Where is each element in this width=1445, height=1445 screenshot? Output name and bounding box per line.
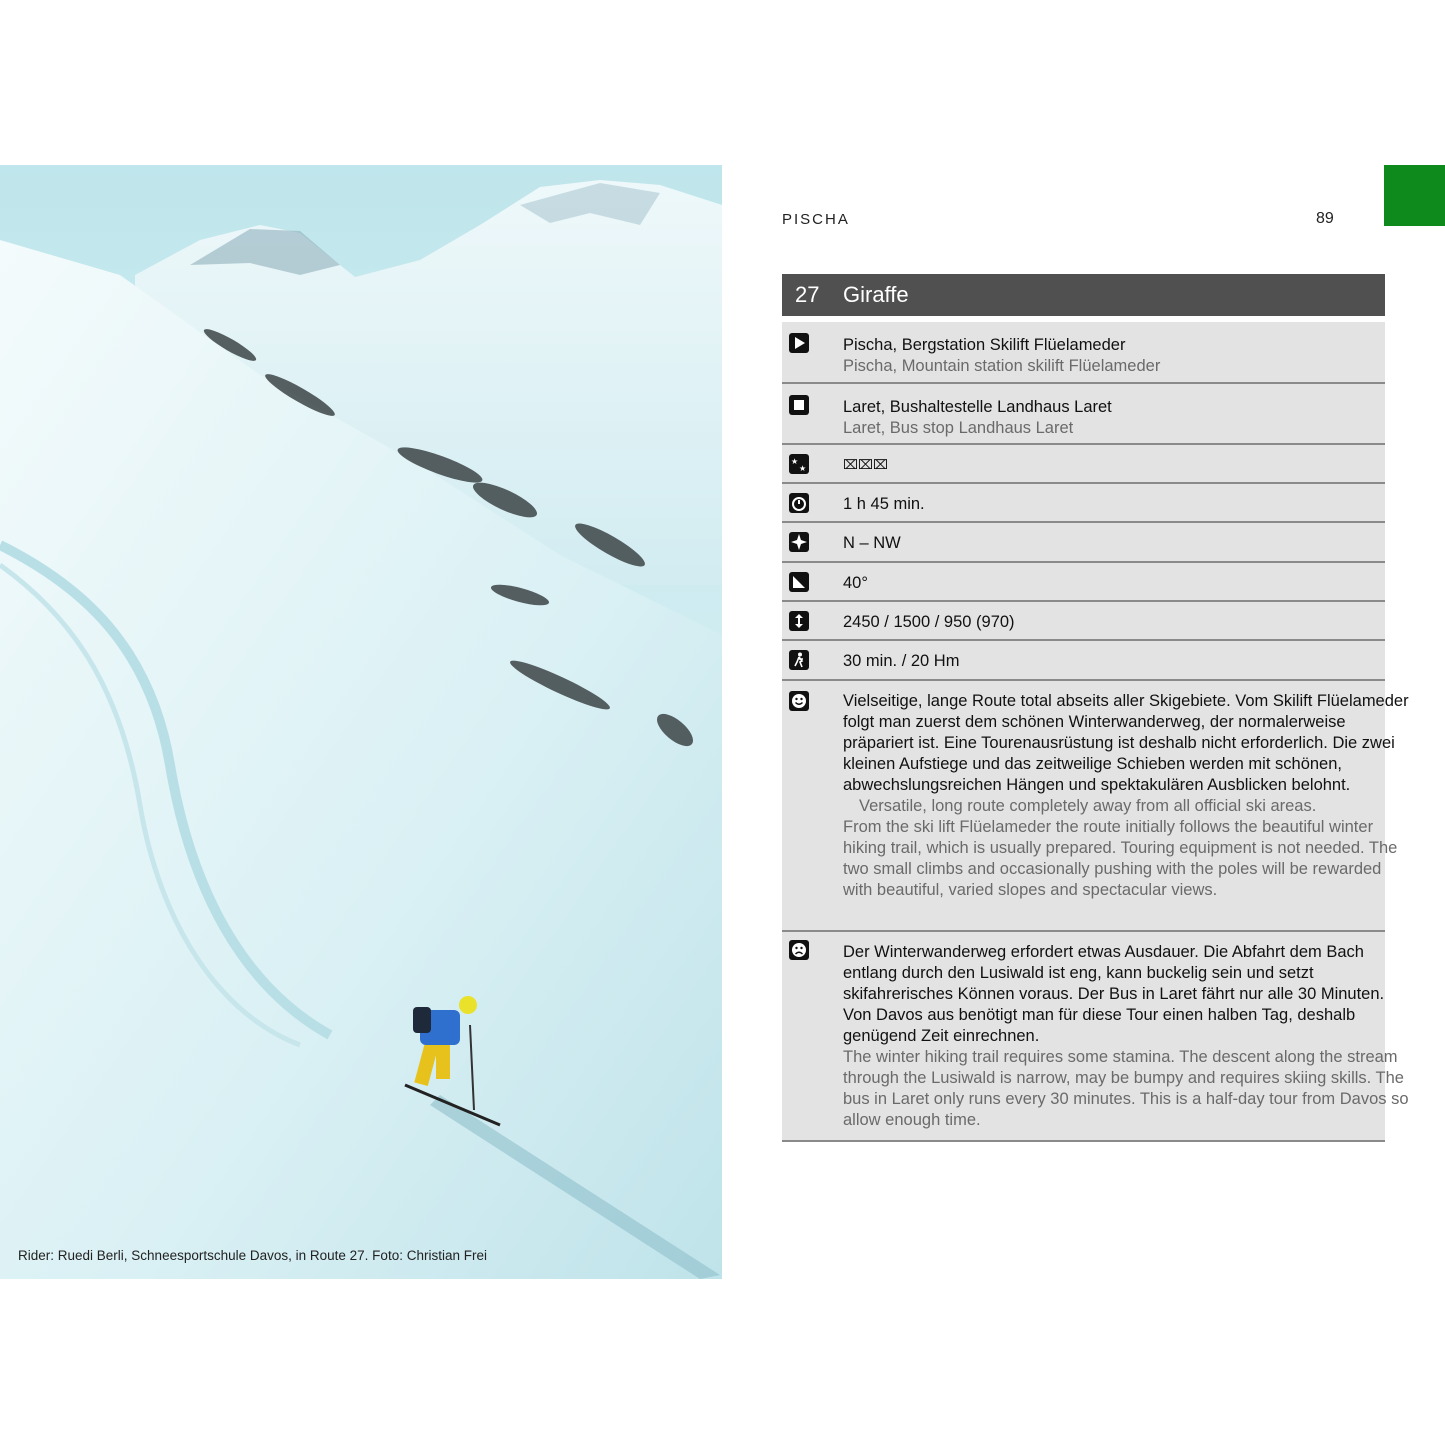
route-name: Giraffe (843, 282, 909, 307)
smiley-sad-icon (789, 940, 809, 960)
chapter-tab-marker (1384, 165, 1445, 226)
route-info-table (782, 322, 1409, 1142)
photo-caption: Rider: Ruedi Berli, Schneesportschule Davos, in Route 27. Foto: Christian Frei (18, 1248, 487, 1263)
svg-text:★: ★ (791, 457, 799, 466)
ascent-row (782, 641, 1385, 681)
altitude-icon (789, 611, 809, 631)
end-location-de: Laret, Bushaltestelle Landhaus Laret (843, 398, 1112, 416)
end-row (782, 384, 1385, 445)
slope-icon (789, 572, 809, 592)
start-row (782, 322, 1385, 384)
slope-value: 40° (843, 574, 868, 592)
cons-row (782, 932, 1409, 1142)
duration-value: 1 h 45 min. (843, 495, 925, 513)
cons-text-en: The winter hiking trail requires some stamina. The descent along the stream through the Lusiwald is narrow, may be bumpy and requires skiing skills. The bus in Laret only runs every 30 minutes. This is a half-day tour from Davos so allow enough time. (843, 1048, 1409, 1129)
cons-text-de: Der Winterwanderweg erfordert etwas Ausdauer. Die Abfahrt dem Bach entlang durch den Lusiwald ist eng, kann buckelig sein und setzt skifahrerisches Können voraus. Der Bus in Laret fährt nur alle 30 Minuten. Von Davos aus benötigt man für diese Tour einen halben Tag, deshalb genügend Zeit einrechnen. (843, 943, 1385, 1045)
smiley-happy-icon (789, 691, 809, 711)
stop-icon (789, 395, 809, 415)
compass-icon (789, 532, 809, 552)
exposure-value: N – NW (843, 534, 901, 552)
stars-icon (789, 454, 809, 474)
page-number: 89 (1316, 210, 1334, 227)
end-location-en: Laret, Bus stop Landhaus Laret (843, 419, 1074, 437)
start-location-de: Pischa, Bergstation Skilift Flüelameder (843, 336, 1126, 354)
slope-row (782, 563, 1385, 602)
play-icon (789, 333, 809, 353)
start-location-en: Pischa, Mountain station skilift Flüelameder (843, 357, 1161, 375)
pros-text-en-first: Versatile, long route completely away from all official ski areas. (859, 797, 1317, 815)
hiker-icon (789, 650, 809, 670)
ascent-value: 30 min. / 20 Hm (843, 652, 960, 670)
pros-row (782, 681, 1409, 932)
ski-photo (0, 165, 722, 1279)
svg-text:★: ★ (799, 464, 807, 473)
altitude-row (782, 602, 1385, 641)
route-number: 27 (795, 282, 820, 307)
section-title: PISCHA (782, 211, 850, 228)
route-title-bar (782, 274, 1385, 316)
pros-text-en: From the ski lift Flüelameder the route initially follows the beautiful winter hiking trail, which is usually prepared. Touring equipment is not needed. The two small climbs and occasionally pushing with the poles will be rewarded with beautiful, varied slopes and spectacular views. (843, 818, 1398, 899)
stopwatch-icon (789, 493, 809, 513)
duration-row (782, 484, 1385, 523)
difficulty-row (782, 445, 1385, 484)
altitude-value: 2450 / 1500 / 950 (970) (843, 613, 1015, 631)
exposure-row (782, 523, 1385, 563)
difficulty-value: ⌧⌧⌧ (843, 457, 888, 472)
pros-text-de: Vielseitige, lange Route total abseits aller Skigebiete. Vom Skilift Flüelameder folgt man zuerst dem schönen Winterwanderweg, der normalerweise präpariert ist. Eine Tourenausrüstung ist deshalb nicht erforderlich. Die zwei kleinen Aufstiege und das zeitweilige Schieben werden mit schönen, abwechslungsreichen Hängen und spektakulären Ausblicken belohnt. (843, 692, 1409, 794)
